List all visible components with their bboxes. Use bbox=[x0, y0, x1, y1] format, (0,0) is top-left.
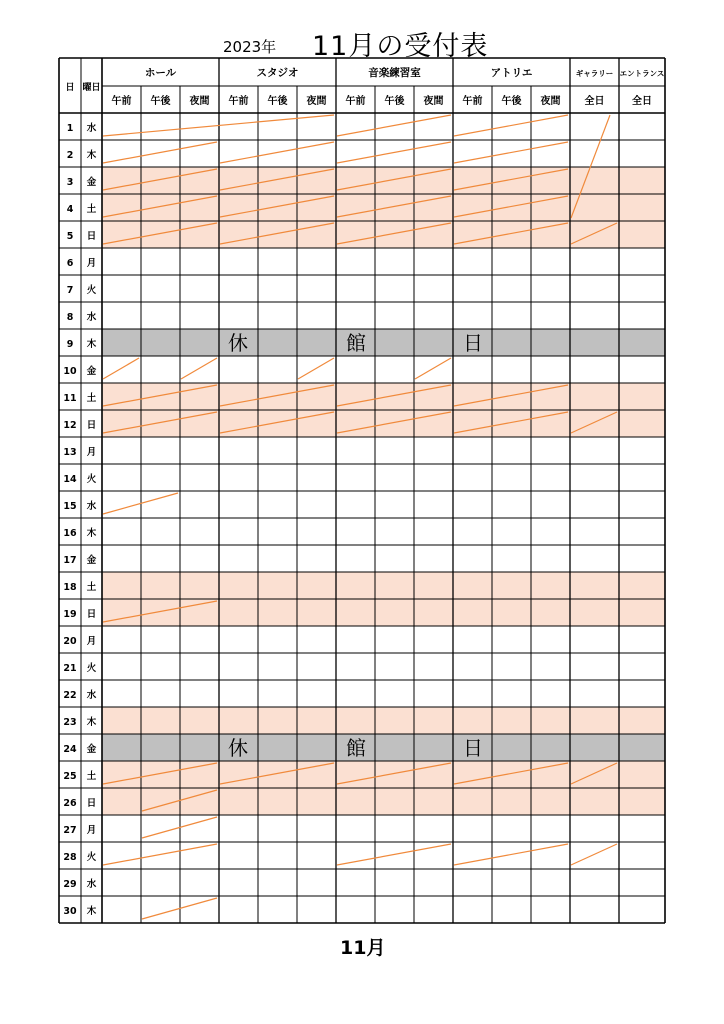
weekday-cell: 木 bbox=[86, 717, 97, 728]
booking-mark bbox=[337, 115, 451, 136]
weekday-cell: 金 bbox=[86, 744, 97, 755]
day-number: 23 bbox=[63, 717, 77, 728]
weekday-cell: 木 bbox=[86, 906, 97, 917]
day-number: 10 bbox=[63, 366, 77, 377]
day-number: 21 bbox=[63, 663, 77, 674]
weekday-cell: 月 bbox=[86, 636, 97, 647]
booking-mark bbox=[454, 844, 568, 865]
weekend-row-fill bbox=[102, 599, 665, 626]
slot-header: 午前 bbox=[345, 96, 366, 107]
day-number: 13 bbox=[63, 447, 77, 458]
weekday-cell: 水 bbox=[86, 501, 97, 512]
footer-month: 11月 bbox=[340, 937, 386, 959]
weekend-row-fill bbox=[102, 383, 665, 410]
day-number: 8 bbox=[66, 312, 74, 323]
slot-header: 全日 bbox=[632, 96, 652, 107]
room-header-3: アトリエ bbox=[490, 67, 533, 79]
booking-mark bbox=[220, 142, 334, 163]
day-number: 28 bbox=[63, 852, 77, 863]
day-number: 30 bbox=[63, 906, 77, 917]
weekday-cell: 水 bbox=[86, 690, 97, 701]
weekday-cell: 日 bbox=[86, 798, 97, 809]
weekday-cell: 日 bbox=[86, 420, 97, 431]
room-header-4: ギャラリー bbox=[575, 69, 614, 78]
day-number: 25 bbox=[63, 771, 77, 782]
slot-header: 午前 bbox=[462, 96, 483, 107]
slot-header: 午前 bbox=[111, 96, 132, 107]
weekday-cell: 日 bbox=[86, 231, 97, 242]
weekday-cell: 水 bbox=[86, 312, 97, 323]
day-number: 5 bbox=[66, 231, 74, 242]
weekend-row-fill bbox=[102, 761, 665, 788]
weekday-cell: 月 bbox=[86, 825, 97, 836]
weekday-cell: 土 bbox=[86, 204, 97, 215]
day-number: 24 bbox=[63, 744, 77, 755]
weekday-cell: 火 bbox=[86, 663, 97, 674]
weekend-row-fill bbox=[102, 167, 665, 194]
day-number: 22 bbox=[63, 690, 77, 701]
slot-header: 午後 bbox=[501, 96, 522, 107]
closed-day-label: 館 bbox=[346, 736, 366, 760]
day-column-header: 日 bbox=[65, 83, 75, 93]
day-number: 18 bbox=[63, 582, 77, 593]
weekday-cell: 土 bbox=[86, 393, 97, 404]
closed-day-label: 休 bbox=[228, 736, 248, 760]
room-header-1: スタジオ bbox=[256, 67, 299, 79]
slot-header: 午前 bbox=[228, 96, 249, 107]
day-number: 3 bbox=[66, 177, 74, 188]
weekend-row-fill bbox=[102, 194, 665, 221]
weekday-cell: 月 bbox=[86, 447, 97, 458]
day-number: 17 bbox=[63, 555, 77, 566]
weekday-cell: 日 bbox=[86, 609, 97, 620]
slot-header: 午後 bbox=[384, 96, 405, 107]
closed-day-label: 休 bbox=[228, 331, 248, 355]
room-header-2: 音楽練習室 bbox=[368, 67, 421, 79]
weekday-cell: 火 bbox=[86, 474, 97, 485]
closed-row-fill bbox=[102, 734, 665, 761]
day-number: 2 bbox=[66, 150, 74, 161]
weekday-cell: 火 bbox=[86, 852, 97, 863]
day-number: 6 bbox=[66, 258, 74, 269]
weekday-cell: 水 bbox=[86, 123, 97, 134]
weekday-cell: 金 bbox=[86, 177, 97, 188]
weekend-row-fill bbox=[102, 221, 665, 248]
closed-day-label: 館 bbox=[346, 331, 366, 355]
day-number: 27 bbox=[63, 825, 77, 836]
day-number: 11 bbox=[63, 393, 77, 404]
booking-mark bbox=[103, 358, 139, 379]
day-number: 16 bbox=[63, 528, 77, 539]
page-title: 11月の受付表 bbox=[312, 31, 489, 62]
weekend-row-fill bbox=[102, 707, 665, 734]
closed-day-label: 日 bbox=[463, 736, 483, 760]
day-number: 14 bbox=[63, 474, 77, 485]
weekday-cell: 土 bbox=[86, 582, 97, 593]
day-number: 20 bbox=[63, 636, 77, 647]
weekday-cell: 金 bbox=[86, 366, 97, 377]
slot-header: 夜間 bbox=[306, 96, 327, 107]
slot-header: 夜間 bbox=[423, 96, 444, 107]
day-number: 7 bbox=[66, 285, 74, 296]
day-number: 29 bbox=[63, 879, 77, 890]
booking-mark bbox=[415, 358, 451, 379]
booking-mark bbox=[103, 844, 217, 865]
booking-mark bbox=[181, 358, 217, 379]
day-number: 26 bbox=[63, 798, 77, 809]
day-number: 1 bbox=[66, 123, 74, 134]
slot-header: 午後 bbox=[150, 96, 171, 107]
day-number: 4 bbox=[66, 204, 74, 215]
weekend-row-fill bbox=[102, 788, 665, 815]
weekday-cell: 木 bbox=[86, 528, 97, 539]
weekday-cell: 木 bbox=[86, 339, 97, 350]
weekday-cell: 金 bbox=[86, 555, 97, 566]
booking-mark bbox=[454, 115, 568, 136]
weekend-row-fill bbox=[102, 410, 665, 437]
slot-header: 夜間 bbox=[540, 96, 561, 107]
slot-header: 午後 bbox=[267, 96, 288, 107]
room-header-5: エントランス bbox=[619, 69, 665, 78]
room-header-0: ホール bbox=[144, 67, 177, 79]
slot-header: 夜間 bbox=[189, 96, 210, 107]
weekday-cell: 火 bbox=[86, 285, 97, 296]
closed-row-fill bbox=[102, 329, 665, 356]
booking-mark bbox=[103, 142, 217, 163]
slot-header: 全日 bbox=[584, 96, 605, 107]
booking-mark bbox=[454, 142, 568, 163]
weekday-column-header: 曜日 bbox=[82, 83, 101, 93]
weekend-row-fill bbox=[102, 572, 665, 599]
weekday-cell: 木 bbox=[86, 150, 97, 161]
day-number: 15 bbox=[63, 501, 77, 512]
booking-mark bbox=[337, 844, 451, 865]
booking-mark bbox=[298, 358, 334, 379]
weekday-cell: 月 bbox=[86, 258, 97, 269]
weekday-cell: 土 bbox=[86, 771, 97, 782]
day-number: 12 bbox=[63, 420, 77, 431]
day-number: 9 bbox=[66, 339, 74, 350]
booking-mark bbox=[571, 844, 617, 865]
weekday-cell: 水 bbox=[86, 879, 97, 890]
booking-mark bbox=[337, 142, 451, 163]
year-label: 2023年 bbox=[223, 38, 277, 56]
closed-day-label: 日 bbox=[463, 331, 483, 355]
day-number: 19 bbox=[63, 609, 77, 620]
